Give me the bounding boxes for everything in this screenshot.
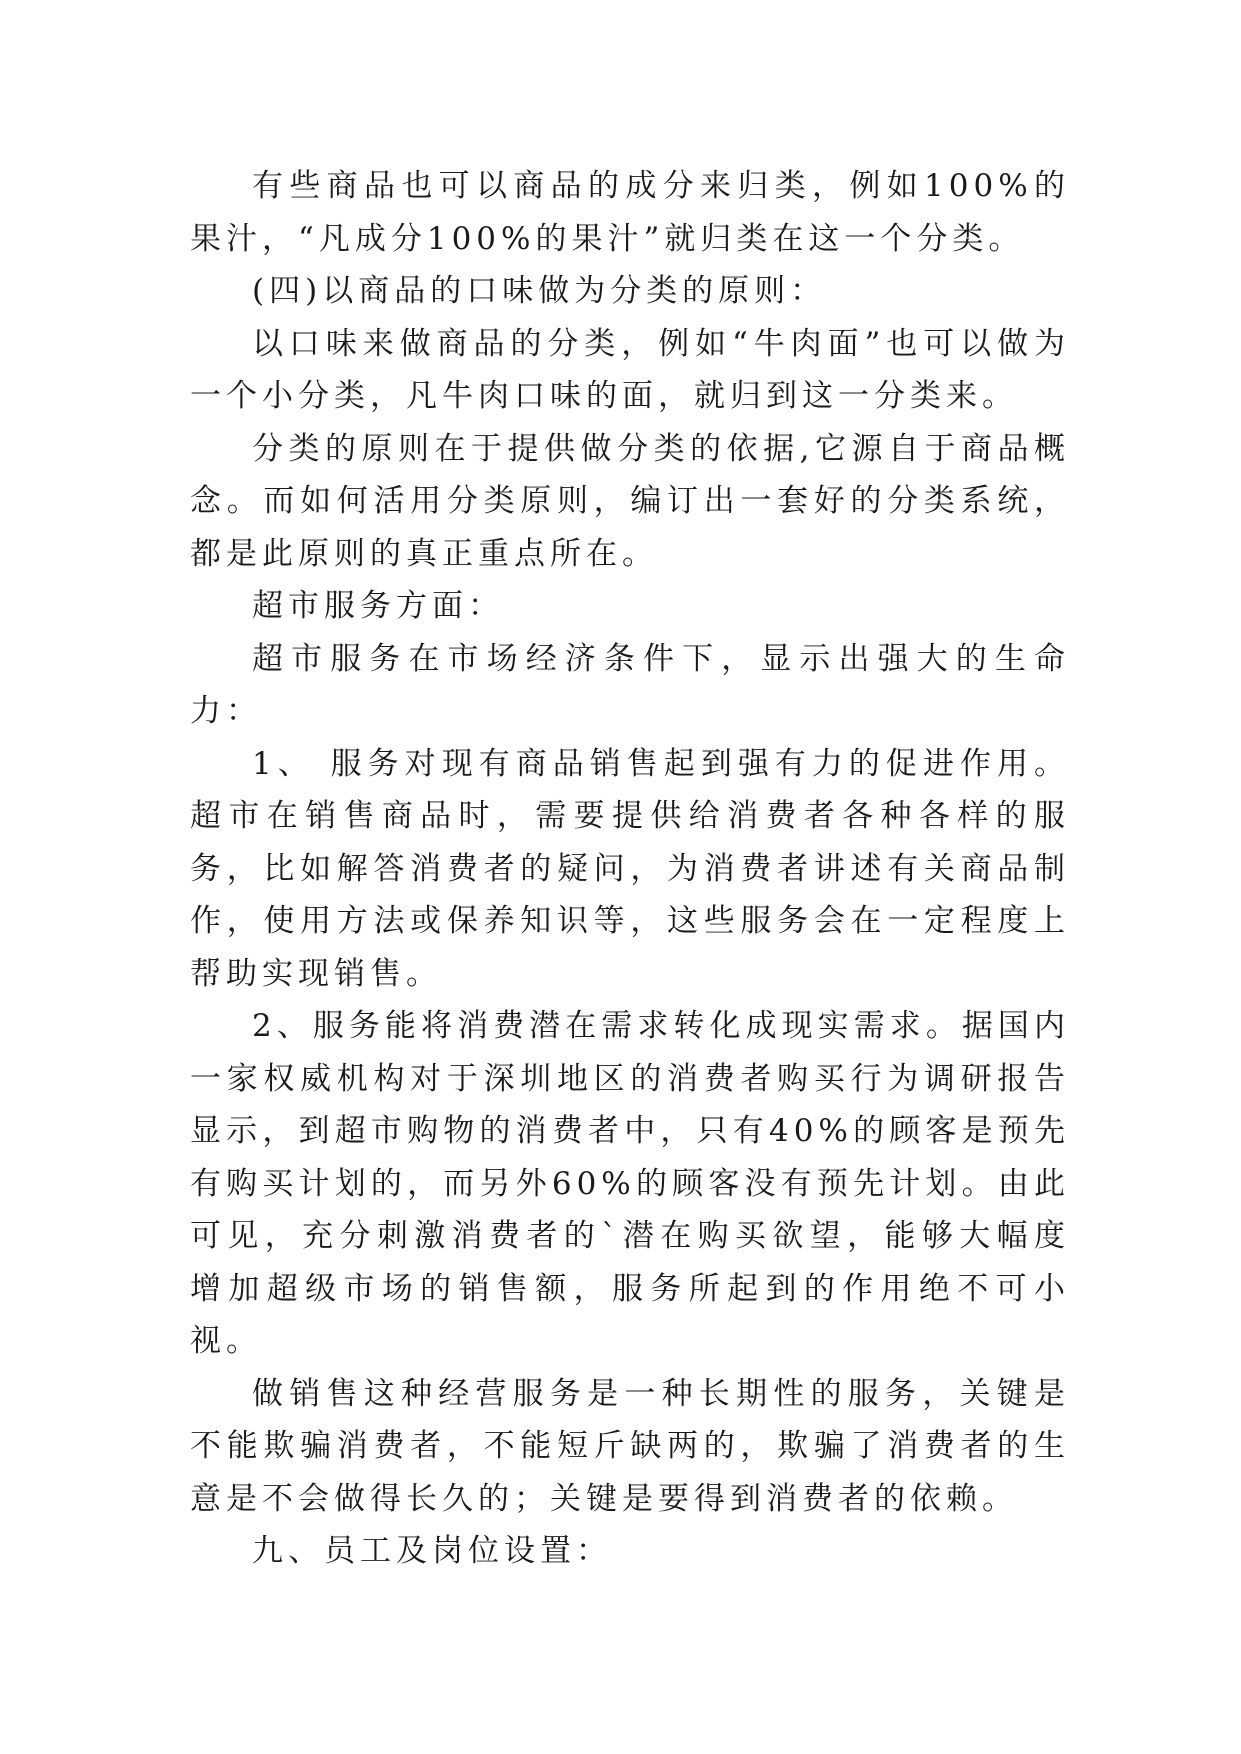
paragraph-service-vitality: 超市服务在市场经济条件下，显示出强大的生命力： (190, 640, 1070, 729)
paragraph-classification-principle: 分类的原则在于提供做分类的依据,它源自于商品概念。而如何活用分类原则，编订出一套好的分类系统，都是此原则的真正重点所在。 (190, 430, 1070, 572)
paragraph-flavor-classification: 以口味来做商品的分类，例如“牛肉面”也可以做为一个小分类，凡牛肉口味的面，就归到这一分类来。 (190, 325, 1070, 414)
document-body (190, 160, 1070, 1578)
paragraph-service-point-1: 1、 服务对现有商品销售起到强有力的促进作用。超市在销售商品时，需要提供给消费者各种各样的服务，比如解答消费者的疑问，为消费者讲述有关商品制作，使用方法或保养知识等，这些服务会在一定程度上帮助实现销售。 (190, 745, 1070, 992)
heading-flavor-principle: (四)以商品的口味做为分类的原则： (252, 273, 827, 309)
heading-supermarket-service: 超市服务方面： (252, 588, 504, 624)
paragraph-ingredient-classification: 有些商品也可以商品的成分来归类，例如100%的果汁，“凡成分100%的果汁”就归类在这一个分类。 (190, 168, 1070, 257)
heading-staff-positions: 九、员工及岗位设置： (252, 1533, 612, 1569)
paragraph-service-point-2: 2、服务能将消费潜在需求转化成现实需求。据国内一家权威机构对于深圳地区的消费者购买行为调研报告显示，到超市购物的消费者中，只有40%的顾客是预先有购买计划的，而另外60%的顾客没有预先计划。由此可见，充分刺激消费者的`潜在购买欲望，能够大幅度增加超级市场的销售额，服务所起到的作用绝不可小视。 (190, 1008, 1070, 1359)
paragraph-long-term-service: 做销售这种经营服务是一种长期性的服务，关键是不能欺骗消费者，不能短斤缺两的，欺骗了消费者的生意是不会做得长久的；关键是要得到消费者的依赖。 (190, 1375, 1070, 1517)
